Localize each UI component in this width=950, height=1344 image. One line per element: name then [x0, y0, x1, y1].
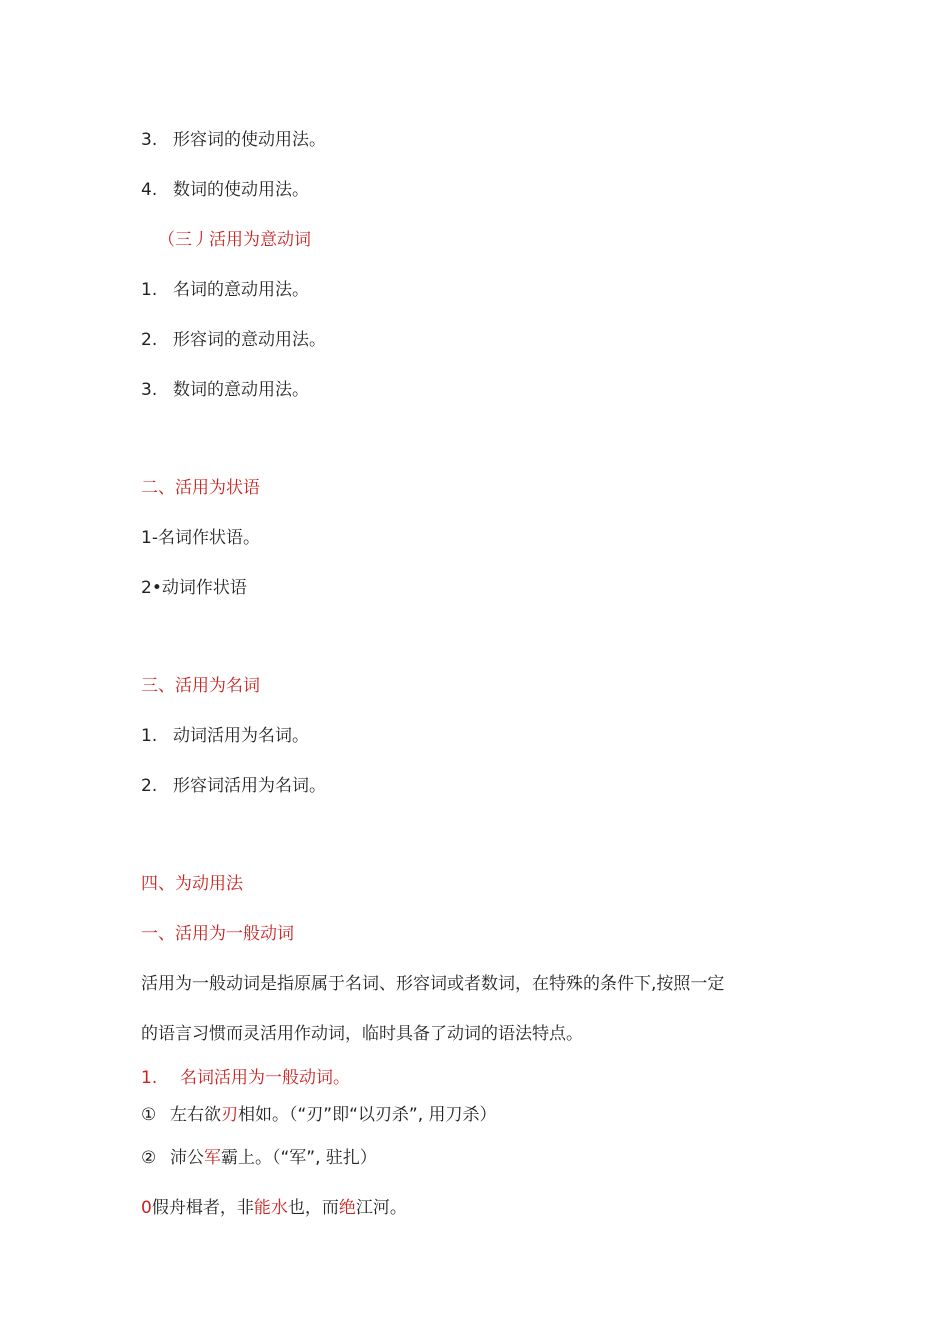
highlight-word: 绝 — [338, 1198, 356, 1218]
example-text: 江河。 — [355, 1198, 407, 1218]
list-item — [141, 774, 326, 798]
example-text: 相如。（“刃”即“以刃杀”, 用刀杀） — [238, 1105, 497, 1125]
section-heading: 四、为动用法 — [141, 874, 243, 894]
list-number: 1. — [141, 280, 158, 300]
example-line — [141, 1146, 377, 1170]
list-item — [141, 724, 309, 748]
list-text: 名词的意动用法。 — [173, 280, 309, 300]
list-number: 3. — [141, 130, 158, 150]
subsection-heading: 一、活用为一般动词 — [141, 924, 294, 944]
example-text: 假舟楫者，非 — [151, 1198, 254, 1218]
list-number: 4. — [141, 180, 158, 200]
subsection-heading: （三丿活用为意动词 — [158, 230, 311, 250]
list-text: 形容词的使动用法。 — [173, 130, 326, 150]
example-text: 也，而 — [287, 1198, 339, 1218]
section-heading: 二、活用为状语 — [141, 478, 260, 498]
example-line — [141, 1103, 497, 1127]
example-text: 沛公 — [170, 1148, 204, 1168]
paragraph-line: 的语言习惯而灵活用作动词，临时具备了动词的语法特点。 — [141, 1024, 583, 1044]
list-item — [141, 178, 309, 202]
list-number: 3. — [141, 380, 158, 400]
section-heading: 三、活用为名词 — [141, 676, 260, 696]
example-text: 左右欲 — [170, 1105, 221, 1125]
list-item — [141, 278, 309, 302]
example-marker: ② — [141, 1148, 157, 1168]
list-text: 数词的使动用法。 — [173, 180, 309, 200]
list-item: 2•动词作状语 — [141, 578, 247, 598]
list-item — [141, 128, 326, 152]
highlight-word: 军 — [204, 1148, 221, 1168]
example-marker: ① — [141, 1105, 157, 1125]
point-heading — [141, 1066, 350, 1090]
list-item — [141, 328, 326, 352]
example-text: 霸上。（“军”, 驻扎） — [221, 1148, 377, 1168]
paragraph-line: 活用为一般动词是指原属于名词、形容词或者数词，在特殊的条件下,按照一定 — [141, 974, 725, 994]
point-number: 1. — [141, 1068, 158, 1088]
list-number: 1. — [141, 726, 158, 746]
list-text: 形容词活用为名词。 — [173, 776, 326, 796]
example-line — [141, 1196, 407, 1220]
list-number: 2. — [141, 776, 158, 796]
list-text: 动词活用为名词。 — [173, 726, 309, 746]
highlight-word: 能水 — [253, 1198, 288, 1218]
list-text: 数词的意动用法。 — [173, 380, 309, 400]
list-text: 形容词的意动用法。 — [173, 330, 326, 350]
point-text: 名词活用为一般动词。 — [180, 1068, 350, 1088]
list-item — [141, 378, 309, 402]
list-item: 1-名词作状语。 — [141, 528, 260, 548]
example-marker: 0 — [141, 1198, 152, 1218]
highlight-word: 刃 — [221, 1105, 238, 1125]
list-number: 2. — [141, 330, 158, 350]
